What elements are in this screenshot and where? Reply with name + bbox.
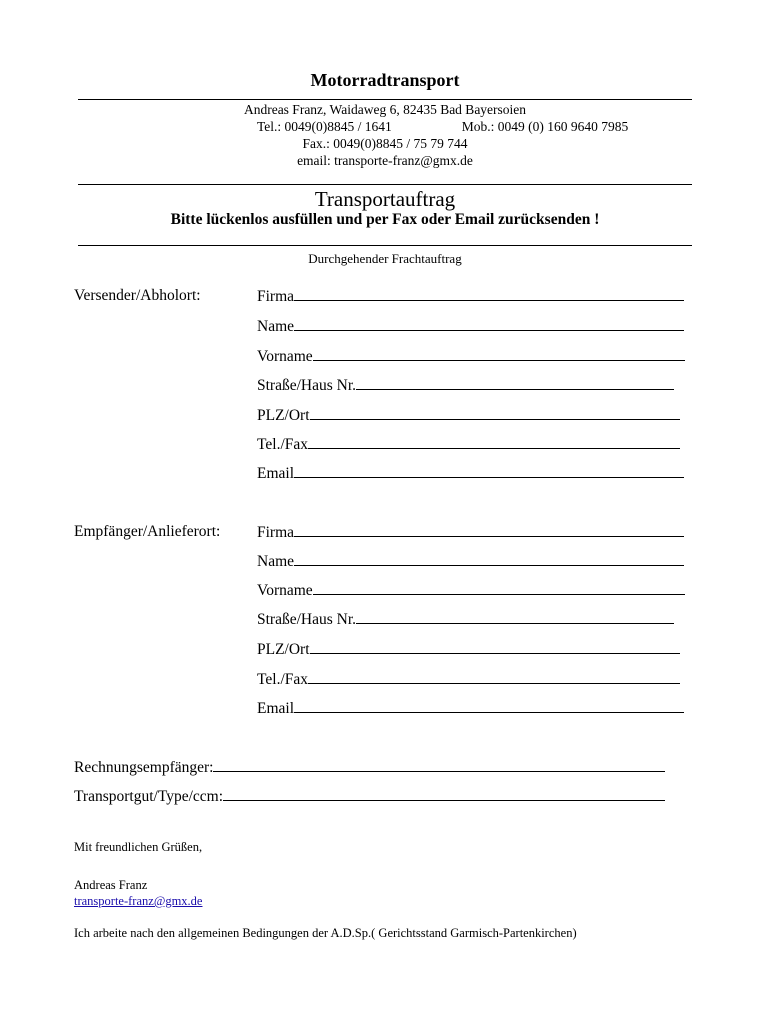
phone-line xyxy=(78,119,692,135)
field-label: Straße/Haus Nr. xyxy=(257,611,357,628)
email-line: email: transporte-franz@gmx.de xyxy=(297,153,473,168)
goods-field[interactable] xyxy=(74,787,665,806)
mob-number: Mob.: 0049 (0) 160 9640 7985 xyxy=(461,119,629,134)
sender-email-field[interactable] xyxy=(257,464,684,483)
order-subtitle: Durchgehender Frachtauftrag xyxy=(308,251,462,266)
field-label: Firma xyxy=(257,288,295,305)
document-title: Motorradtransport xyxy=(310,70,460,90)
divider xyxy=(78,245,692,246)
sender-vorname-field[interactable] xyxy=(257,347,685,366)
sender-telfax-field[interactable] xyxy=(257,435,680,454)
address-line: Andreas Franz, Waidaweg 6, 82435 Bad Bayersoien xyxy=(243,102,527,117)
field-label: Firma xyxy=(257,524,295,541)
terms-text: Ich arbeite nach den allgemeinen Bedingungen der A.D.Sp.( Gerichtsstand Garmisch-Partenkirchen) xyxy=(74,926,577,940)
recipient-email-field[interactable] xyxy=(257,699,684,718)
greeting: Mit freundlichen Grüßen, xyxy=(74,840,203,854)
billing-label: Rechnungsempfänger: xyxy=(74,759,214,776)
sender-plz-field[interactable] xyxy=(257,406,680,425)
divider xyxy=(78,184,692,185)
fax-line: Fax.: 0049(0)8845 / 75 79 744 xyxy=(302,136,468,151)
field-label: PLZ/Ort xyxy=(257,641,310,658)
field-label: Email xyxy=(257,700,295,717)
divider xyxy=(78,99,692,100)
billing-field[interactable] xyxy=(74,758,665,777)
sender-name-field[interactable] xyxy=(257,317,684,336)
sender-firma-field[interactable] xyxy=(257,287,684,306)
field-label: Tel./Fax xyxy=(257,436,309,453)
recipient-strasse-field[interactable] xyxy=(257,610,674,629)
field-label: Vorname xyxy=(257,582,313,599)
field-label: Vorname xyxy=(257,348,313,365)
sender-label: Versender/Abholort: xyxy=(74,287,201,304)
signature-name: Andreas Franz xyxy=(74,878,148,892)
sender-strasse-field[interactable] xyxy=(257,376,674,395)
recipient-label: Empfänger/Anlieferort: xyxy=(74,523,221,540)
recipient-telfax-field[interactable] xyxy=(257,670,680,689)
recipient-firma-field[interactable] xyxy=(257,523,684,542)
recipient-vorname-field[interactable] xyxy=(257,581,685,600)
recipient-name-field[interactable] xyxy=(257,552,684,571)
goods-label: Transportgut/Type/ccm: xyxy=(74,788,224,805)
field-label: Straße/Haus Nr. xyxy=(257,377,357,394)
order-title: Transportauftrag xyxy=(314,187,456,211)
field-label: Email xyxy=(257,465,295,482)
field-label: Name xyxy=(257,318,295,335)
tel-number: Tel.: 0049(0)8845 / 1641 xyxy=(256,119,392,134)
field-label: Name xyxy=(257,553,295,570)
field-label: Tel./Fax xyxy=(257,671,309,688)
order-instruction: Bitte lückenlos ausfüllen und per Fax oder Email zurücksenden ! xyxy=(170,211,600,228)
recipient-plz-field[interactable] xyxy=(257,640,680,659)
email-link[interactable]: transporte-franz@gmx.de xyxy=(74,894,203,908)
field-label: PLZ/Ort xyxy=(257,407,310,424)
